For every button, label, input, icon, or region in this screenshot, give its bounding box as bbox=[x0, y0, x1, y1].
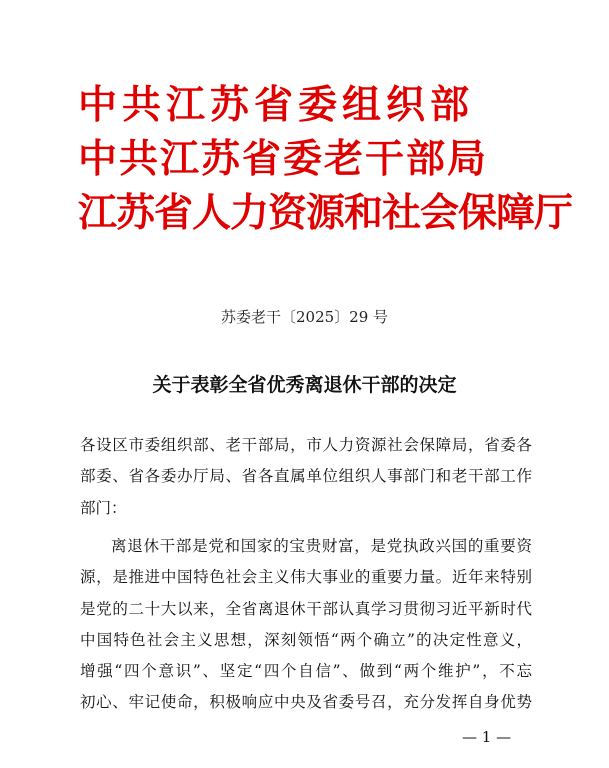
document-title: 关于表彰全省优秀离退休干部的决定 bbox=[152, 374, 457, 396]
issuer-line-2: 中共江苏省委老干部局 bbox=[78, 136, 489, 182]
body-line: 离退休干部是党和国家的宝贵财富，是党执政兴国的重要资 bbox=[111, 537, 532, 555]
body-line: 源，是推进中国特色社会主义伟大事业的重要力量。近年来特别 bbox=[80, 568, 532, 587]
body-paragraph bbox=[80, 531, 532, 719]
document-number: 苏委老干〔2025〕29 号 bbox=[220, 308, 389, 326]
addressee-block bbox=[80, 430, 532, 524]
page-number: — 1 — bbox=[462, 728, 512, 746]
issuer-line-1: 中共江苏省委组织部 bbox=[78, 82, 475, 128]
body-line: 中国特色社会主义思想，深刻领悟“两个确立”的决定性意义， bbox=[80, 630, 532, 649]
body-line: 是党的二十大以来，全省离退休干部认真学习贯彻习近平新时代 bbox=[80, 599, 532, 618]
body-line: 初心、牢记使命，积极响应中央及省委号召，充分发挥自身优势 bbox=[80, 693, 532, 712]
body-line: 增强“四个意识”、坚定“四个自信”、做到“两个维护”，不忘 bbox=[80, 662, 532, 681]
issuer-line-3: 江苏省人力资源和社会保障厅 bbox=[78, 190, 573, 236]
addressee-line: 部委、省各委办厅局、省各直属单位组织人事部门和老干部工作 bbox=[80, 467, 532, 486]
addressee-line: 部门： bbox=[80, 498, 127, 517]
addressee-line: 各设区市委组织部、老干部局，市人力资源社会保障局，省委各 bbox=[80, 436, 532, 454]
